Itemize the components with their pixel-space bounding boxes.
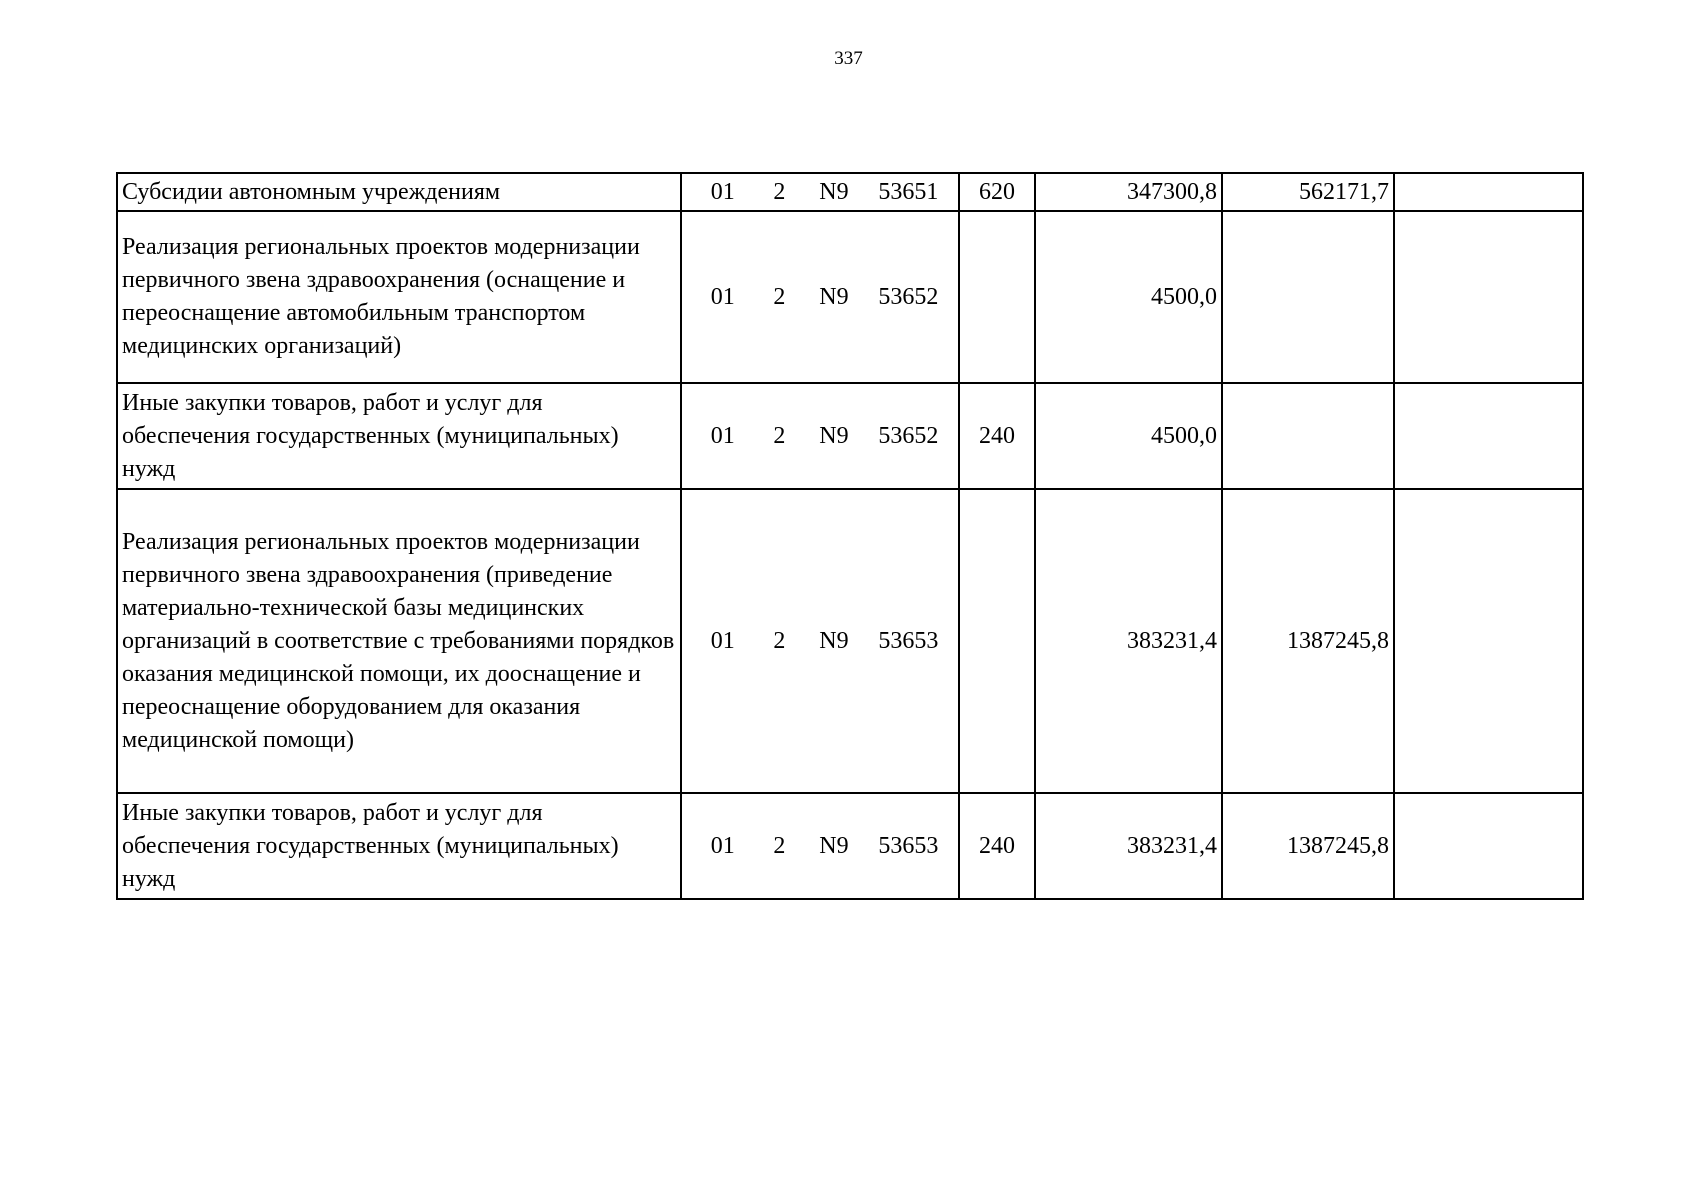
row-name: Реализация региональных проектов модернизации первичного звена здравоохранения (оснащение и переоснащение автомобильным транспортом медицинских организаций) xyxy=(117,211,681,383)
project-code: N9 xyxy=(819,832,849,859)
project-code: N9 xyxy=(819,178,849,205)
amount-year-1: 4500,0 xyxy=(1035,383,1222,489)
table-row xyxy=(117,383,1583,489)
row-codes xyxy=(681,211,959,383)
amount-year-3 xyxy=(1394,793,1583,899)
program-code: 01 xyxy=(710,832,735,859)
amount-year-3 xyxy=(1394,489,1583,793)
program-code: 01 xyxy=(710,283,735,310)
row-codes xyxy=(681,173,959,211)
subprogram-code: 2 xyxy=(773,422,786,449)
amount-year-2: 1387245,8 xyxy=(1222,793,1394,899)
direction-code: 53651 xyxy=(878,178,939,205)
amount-year-1: 347300,8 xyxy=(1035,173,1222,211)
expense-type-code xyxy=(959,489,1035,793)
direction-code: 53653 xyxy=(878,627,939,654)
direction-code: 53653 xyxy=(878,832,939,859)
page-number: 337 xyxy=(834,48,863,69)
amount-year-2: 562171,7 xyxy=(1222,173,1394,211)
direction-code: 53652 xyxy=(878,422,939,449)
row-codes xyxy=(681,383,959,489)
amount-year-1: 383231,4 xyxy=(1035,793,1222,899)
program-code: 01 xyxy=(710,422,735,449)
expense-type-code: 620 xyxy=(959,173,1035,211)
table-row xyxy=(117,793,1583,899)
project-code: N9 xyxy=(819,283,849,310)
expense-type-code: 240 xyxy=(959,383,1035,489)
amount-year-3 xyxy=(1394,211,1583,383)
project-code: N9 xyxy=(819,422,849,449)
row-name: Реализация региональных проектов модернизации первичного звена здравоохранения (приведение материально-технической базы медицинских организаций в соответствие с требованиями порядков оказания медицинской помощи, их дооснащение и переоснащение оборудованием для оказания медицинской помощи) xyxy=(117,489,681,793)
program-code: 01 xyxy=(710,627,735,654)
subprogram-code: 2 xyxy=(773,283,786,310)
subprogram-code: 2 xyxy=(773,627,786,654)
expense-type-code: 240 xyxy=(959,793,1035,899)
amount-year-2 xyxy=(1222,383,1394,489)
amount-year-3 xyxy=(1394,383,1583,489)
row-name: Субсидии автономным учреждениям xyxy=(117,173,681,211)
project-code: N9 xyxy=(819,627,849,654)
amount-year-2 xyxy=(1222,211,1394,383)
row-codes xyxy=(681,793,959,899)
subprogram-code: 2 xyxy=(773,178,786,205)
amount-year-3 xyxy=(1394,173,1583,211)
row-name: Иные закупки товаров, работ и услуг для обеспечения государственных (муниципальных) нужд xyxy=(117,383,681,489)
table-row xyxy=(117,489,1583,793)
table-row xyxy=(117,211,1583,383)
row-name: Иные закупки товаров, работ и услуг для обеспечения государственных (муниципальных) нужд xyxy=(117,793,681,899)
budget-table xyxy=(116,172,1584,900)
expense-type-code xyxy=(959,211,1035,383)
amount-year-1: 383231,4 xyxy=(1035,489,1222,793)
amount-year-1: 4500,0 xyxy=(1035,211,1222,383)
subprogram-code: 2 xyxy=(773,832,786,859)
row-codes xyxy=(681,489,959,793)
amount-year-2: 1387245,8 xyxy=(1222,489,1394,793)
direction-code: 53652 xyxy=(878,283,939,310)
program-code: 01 xyxy=(710,178,735,205)
table-row xyxy=(117,173,1583,211)
